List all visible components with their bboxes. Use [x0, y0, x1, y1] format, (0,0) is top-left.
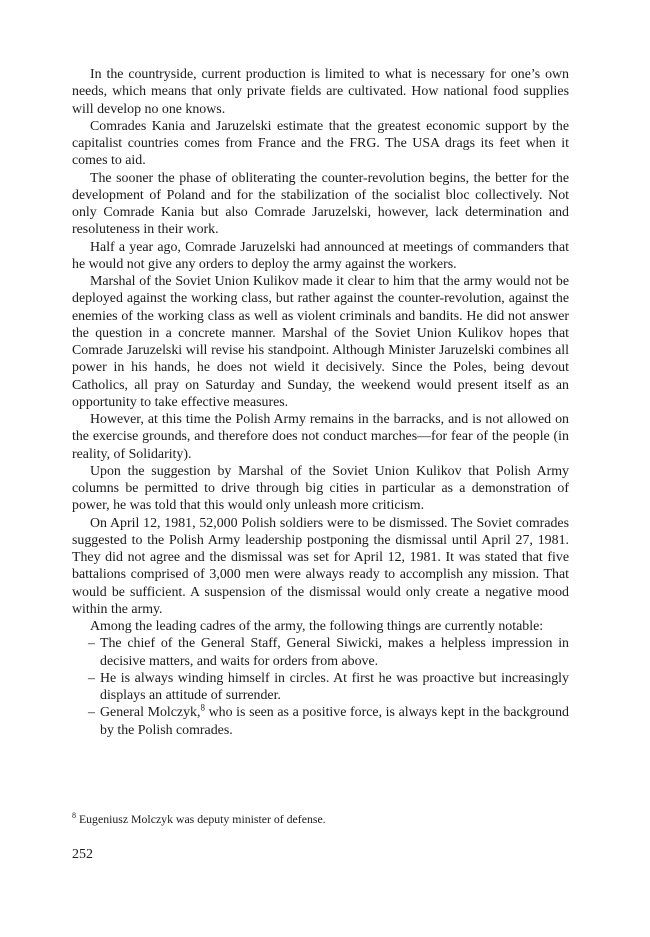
paragraph-economic-support: Comrades Kania and Jaruzelski estimate that the greatest economic support by the capitalist countries comes from France and the FRG. The USA drags its feet when it comes to aid. — [72, 118, 569, 169]
list-item — [72, 670, 569, 705]
list-item — [72, 635, 569, 670]
page-number: 252 — [72, 847, 93, 862]
paragraph-leading-cadres: Among the leading cadres of the army, the following things are currently notable: — [90, 619, 544, 634]
paragraph-kulikov: Marshal of the Soviet Union Kulikov made it clear to him that the army would not be deployed against the working class, but rather against the counter-revolution, against the enemies of the working class as well as violent criminals and bandits. He did not answer the question in a concrete manner. Marshal of the Soviet Union Kulikov hopes that Comrade Jaruzelski will revise his standpoint. Although Minister Jaruzelski combines all power in his hands, he does not wield it decisively. Since the Poles, being devout Catholics, all pray on Saturday and Sunday, the weekend would present itself as an opportunity to take effective measures. — [72, 274, 569, 410]
cadres-list — [72, 635, 569, 739]
paragraph-dismissal: On April 12, 1981, 52,000 Polish soldiers were to be dismissed. The Soviet comrades suggested to the Polish Army leadership postponing the dismissal until April 27, 1981. They did not agree and the dismissal was set for April 12, 1981. It was stated that five battalions comprised of 3,000 men were always ready to accomplish any mission. That would be sufficient. A suspension of the dismissal would only create a negative mood within the army. — [72, 515, 569, 617]
footnote-text: Eugeniusz Molczyk was deputy minister of defense. — [76, 812, 326, 826]
list-dash: – — [88, 636, 95, 652]
list-item-text: The chief of the General Staff, General Siwicki, makes a helpless impression in decisive matters, and waits for orders from above. — [100, 636, 569, 669]
list-dash: – — [88, 670, 95, 686]
list-item-text: He is always winding himself in circles. At first he was proactive but increasingly displays an attitude of surrender. — [100, 670, 569, 703]
paragraph-barracks: However, at this time the Polish Army remains in the barracks, and is not allowed on the exercise grounds, and therefore does not conduct marches—for fear of the people (in reality, of Solidarity). — [72, 412, 569, 462]
list-item-text: who is seen as a positive force, is always kept in the background by the Polish comrades. — [100, 705, 569, 738]
list-item — [72, 704, 569, 739]
list-item-text: General Molczyk, — [100, 705, 201, 721]
main-text — [72, 66, 569, 635]
paragraph-commanders: Half a year ago, Comrade Jaruzelski had announced at meetings of commanders that he would not give any orders to deploy the army against the workers. — [72, 239, 569, 272]
list-dash: – — [88, 705, 95, 721]
paragraph-army-columns: Upon the suggestion by Marshal of the Soviet Union Kulikov that Polish Army columns be permitted to drive through big cities in particular as a demonstration of power, he was told that this would only unleash more criticism. — [72, 463, 569, 514]
footnote-reference[interactable]: 8 — [200, 702, 205, 713]
paragraph-countryside: In the countryside, current production is limited to what is necessary for one’s own needs, which means that only private fields are cultivated. How national food supplies will develop no one knows. — [72, 67, 569, 117]
page-body — [72, 66, 569, 739]
paragraph-counter-revolution: The sooner the phase of obliterating the counter-revolution begins, the better for the development of Poland and for the stabilization of the socialist bloc collectively. Not only Comrade Kania but also Comrade Jaruzelski, however, lack determination and resoluteness in their work. — [72, 170, 569, 238]
footnote-number: 8 — [72, 811, 76, 821]
footnote — [72, 812, 569, 827]
